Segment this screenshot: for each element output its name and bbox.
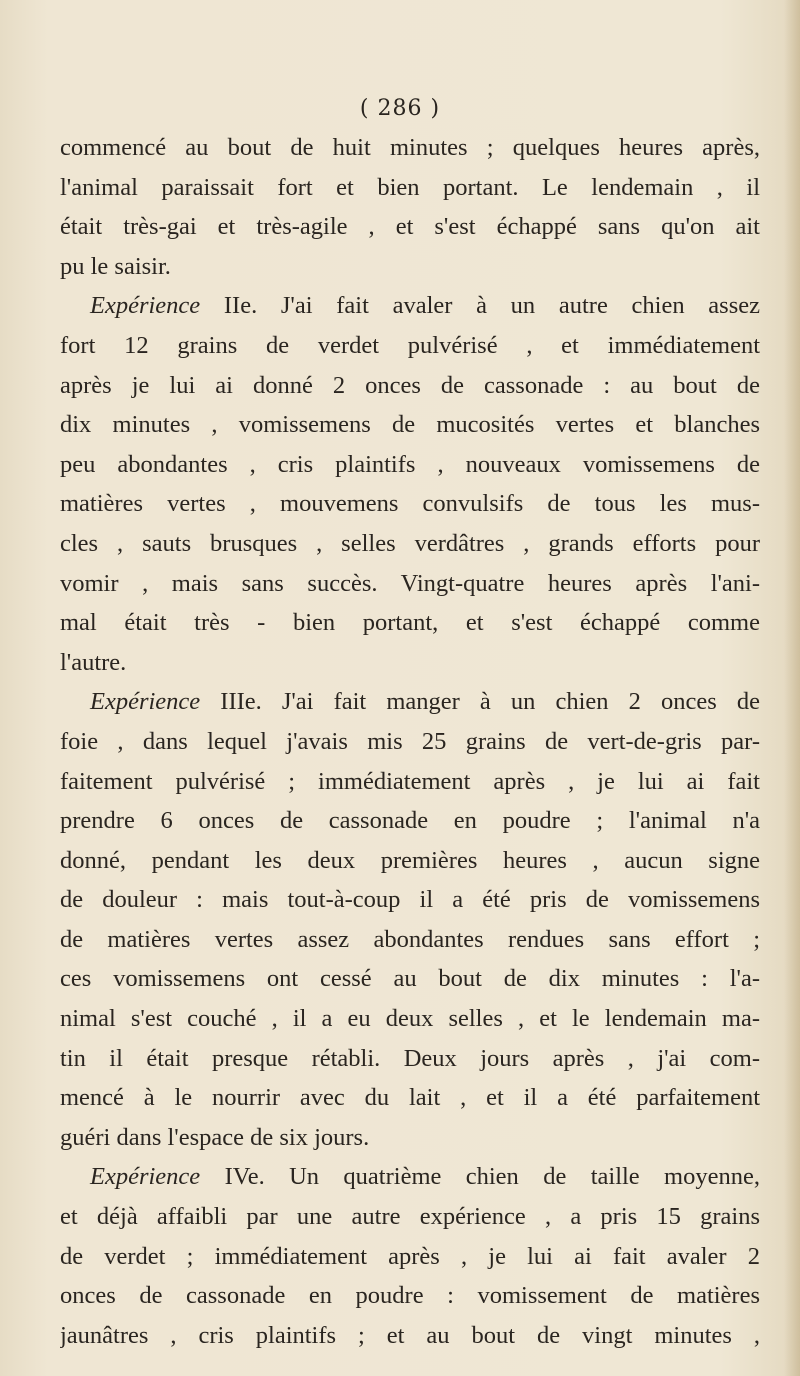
text-line [60, 168, 760, 208]
text-line [60, 128, 760, 168]
line-text: faitement pulvérisé ; immédiatement après , je lui ai fait [60, 767, 760, 795]
text-line [60, 722, 760, 762]
text-line [60, 247, 760, 287]
line-text: commencé au bout de huit minutes ; quelques heures après, [60, 134, 760, 161]
line-text: et déjà affaibli par une autre expérience , a pris 15 grains [60, 1203, 760, 1231]
line-text: foie , dans lequel j'avais mis 25 grains de vert-de-gris par- [60, 727, 760, 755]
line-text: ces vomissemens ont cessé au bout de dix minutes : l'a- [60, 965, 760, 993]
line-text: matières vertes , mouvemens convulsifs de tous les mus- [60, 490, 760, 518]
line-text: prendre 6 onces de cassonade en poudre ; l'animal n'a [60, 807, 760, 835]
text-line [60, 999, 760, 1039]
text-line [60, 326, 760, 366]
text-line [60, 762, 760, 802]
experiment-heading: Expérience [90, 688, 201, 716]
text-line [60, 207, 760, 247]
line-text: onces de cassonade en poudre : vomissement de matières [60, 1282, 760, 1310]
text-line [60, 524, 760, 564]
text-line [60, 1078, 760, 1118]
line-text: guéri dans l'espace de six jours. [60, 1123, 370, 1151]
text-line [60, 1039, 760, 1079]
text-line [60, 1118, 760, 1158]
line-text: l'animal paraissait fort et bien portant. Le lendemain , il [60, 173, 760, 201]
text-line [60, 484, 760, 524]
experiment-heading: Expérience [90, 1163, 201, 1191]
text-line [60, 1197, 760, 1237]
text-line [60, 920, 760, 960]
text-line [60, 445, 760, 485]
line-text: mal était très - bien portant, et s'est échappé comme [60, 609, 760, 637]
page-number: ( 286 ) [359, 96, 441, 121]
text-line [60, 1237, 760, 1277]
line-text: IIIe. J'ai fait manger à un chien 2 onces de [200, 688, 760, 716]
line-text: de verdet ; immédiatement après , je lui ai fait avaler 2 [60, 1242, 760, 1270]
text-line [60, 286, 760, 326]
text-line [60, 366, 760, 406]
line-text: était très-gai et très-agile , et s'est échappé sans qu'on ait [60, 213, 760, 241]
text-line [60, 959, 760, 999]
line-text: nimal s'est couché , il a eu deux selles , et le lendemain ma- [60, 1005, 760, 1033]
text-line [60, 880, 760, 920]
text-line [60, 1157, 760, 1197]
line-text: dix minutes , vomissemens de mucosités vertes et blanches [60, 411, 760, 439]
text-line [60, 643, 760, 683]
line-text: peu abondantes , cris plaintifs , nouveaux vomissemens de [60, 450, 760, 478]
line-text: IIe. J'ai fait avaler à un autre chien assez [200, 292, 760, 320]
line-text: pu le saisir. [60, 252, 171, 280]
line-text: l'autre. [60, 648, 127, 676]
text-line [60, 801, 760, 841]
text-line [60, 405, 760, 445]
line-text: IVe. Un quatrième chien de taille moyenne, [200, 1163, 760, 1191]
line-text: jaunâtres , cris plaintifs ; et au bout de vingt minutes , [60, 1321, 760, 1349]
line-text: donné, pendant les deux premières heures , aucun signe [60, 846, 760, 874]
body-text [60, 128, 760, 1355]
page-edge-shadow [784, 0, 800, 1376]
experiment-heading: Expérience [90, 292, 201, 320]
line-text: tin il était presque rétabli. Deux jours après , j'ai com- [60, 1044, 760, 1072]
line-text: fort 12 grains de verdet pulvérisé , et immédiatement [60, 331, 760, 359]
text-line [60, 1316, 760, 1356]
text-line [60, 564, 760, 604]
line-text: de matières vertes assez abondantes rendues sans effort ; [60, 925, 760, 953]
text-line [60, 682, 760, 722]
line-text: cles , sauts brusques , selles verdâtres , grands efforts pour [60, 529, 760, 557]
line-text: vomir , mais sans succès. Vingt-quatre heures après l'ani- [60, 569, 760, 597]
text-line [60, 603, 760, 643]
line-text: mencé à le nourrir avec du lait , et il a été parfaitement [60, 1084, 760, 1112]
text-line [60, 1276, 760, 1316]
line-text: après je lui ai donné 2 onces de cassonade : au bout de [60, 371, 760, 399]
line-text: de douleur : mais tout-à-coup il a été pris de vomissemens [60, 886, 760, 914]
text-line [60, 841, 760, 881]
